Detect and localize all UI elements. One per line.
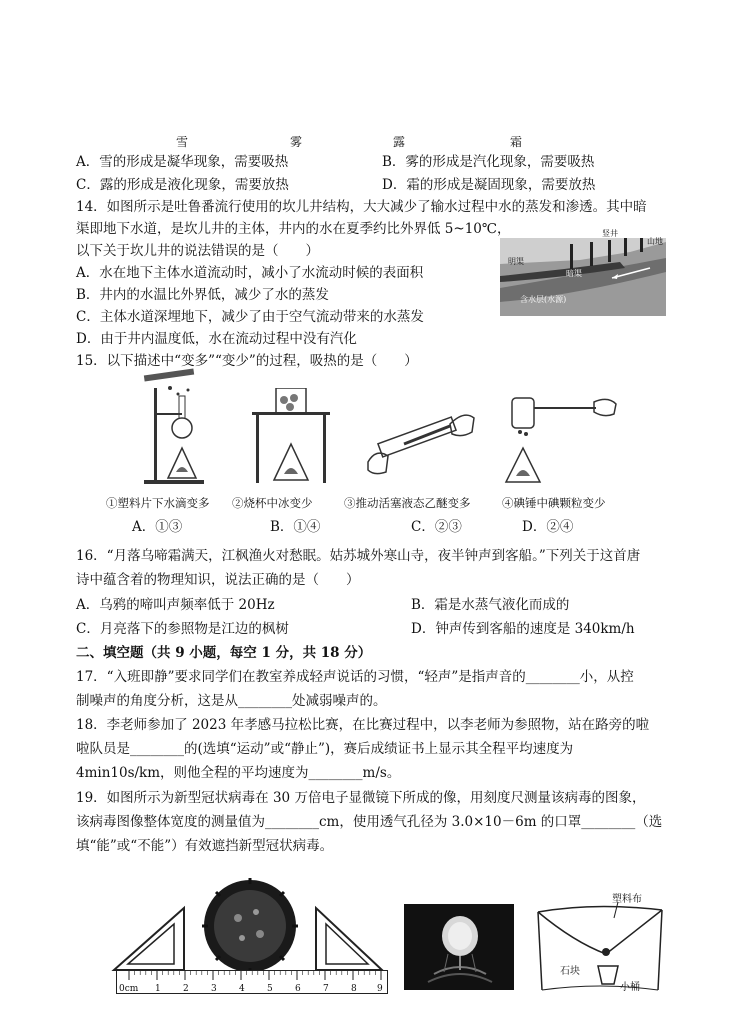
- q15-option-b: B．①④: [270, 519, 321, 535]
- q15-caption-2: ②烧杯中冰变少: [232, 496, 313, 510]
- ruler-tick-2: 2: [183, 984, 189, 994]
- q14-option-d: D．由于井内温度低，水在流动过程中没有汽化: [76, 331, 357, 347]
- label-plastic-cloth: 塑料布: [612, 894, 642, 905]
- ruler-tick-7: 7: [323, 984, 329, 994]
- q14-option-a: A．水在地下主体水道流动时，减小了水流动时候的表面积: [76, 265, 424, 281]
- karez-label-shaft: 竖井: [602, 229, 618, 238]
- q17-line-2: 制噪声的角度分析，这是从________处减弱噪声的。: [76, 693, 387, 709]
- karez-figure: [500, 229, 666, 316]
- q17-line-1: 17．“入班即静”要求同学们在教室养成轻声说话的习惯，“轻声”是指声音的________小，从控: [76, 669, 634, 685]
- q15-figure-1: [124, 368, 228, 486]
- q15-option-a: A．①③: [132, 519, 183, 535]
- q13-option-d: D．霜的形成是凝固现象，需要放热: [382, 177, 596, 193]
- q15-figure-3: [364, 404, 476, 478]
- solar-still-figure: [534, 892, 666, 992]
- ruler-tick-3: 3: [211, 984, 217, 994]
- photo-figure: [404, 904, 514, 990]
- karez-label-field: 明渠: [508, 257, 524, 266]
- ruler-tick-9: 9: [377, 984, 383, 994]
- q18-line-1: 18．李老师参加了 2023 年孝感马拉松比赛，在比赛过程中，以李老师为参照物，站在路旁的啦: [76, 717, 650, 733]
- q16-stem-2: 诗中蕴含着的物理知识，说法正确的是（ ）: [76, 572, 360, 588]
- ruler-tick-4: 4: [239, 984, 245, 994]
- q13-option-c: C．露的形成是液化现象，需要放热: [76, 177, 289, 193]
- q14-stem-1: 14．如图所示是吐鲁番流行使用的坎儿井结构，大大减少了输水过程中水的蒸发和渗透。其中暗: [76, 199, 647, 215]
- ruler-tick-0: 0cm: [119, 984, 139, 994]
- q14-stem-2: 渠即地下水道，是坎儿井的主体，井内的水在夏季约比外界低 5~10℃，: [76, 221, 511, 237]
- q16-option-d: D．钟声传到客船的速度是 340km/h: [411, 621, 635, 637]
- ruler: [116, 970, 388, 994]
- q15-option-c: C．②③: [411, 519, 462, 535]
- ruler-tick-5: 5: [267, 984, 273, 994]
- q19-line-3: 填“能”或“不能”）有效遮挡新型冠状病毒。: [76, 838, 334, 854]
- q15-option-d: D．②④: [522, 519, 574, 535]
- q13-option-b: B．雾的形成是汽化现象，需要吸热: [382, 154, 595, 170]
- q18-line-2: 啦队员是________的(选填“运动”或“静止”)，赛后成绩证书上显示其全程平均速度为: [76, 741, 574, 757]
- q15-stem: 15．以下描述中“变多”“变少”的过程，吸热的是（ ）: [76, 353, 418, 369]
- q15-figure-2: [248, 388, 334, 486]
- q18-line-3: 4min10s/km，则他全程的平均速度为________m/s。: [76, 765, 401, 781]
- q16-option-a: A．乌鸦的啼叫声频率低于 20Hz: [76, 597, 275, 613]
- ruler-tick-8: 8: [351, 984, 357, 994]
- karez-label-channel: 暗渠: [566, 269, 582, 278]
- q15-caption-4: ④碘锤中碘颗粒变少: [502, 496, 606, 510]
- virus-ruler-figure: [110, 878, 390, 996]
- q14-stem-3: 以下关于坎儿井的说法错误的是（ ）: [76, 243, 319, 259]
- ruler-tick-1: 1: [155, 984, 161, 994]
- ruler-tick-6: 6: [295, 984, 301, 994]
- q19-line-1: 19．如图所示为新型冠状病毒在 30 万倍电子显微镜下所成的像，用刻度尺测量该病毒的图象，: [76, 790, 646, 806]
- karez-label-aquifer: 含水层(水源): [520, 295, 567, 304]
- q15-caption-1: ①塑料片下水滴变多: [106, 496, 210, 510]
- label-stone: 石块: [560, 966, 580, 977]
- q16-option-c: C．月亮落下的参照物是江边的枫树: [76, 621, 289, 637]
- label-snow: 雪: [176, 135, 189, 149]
- q16-option-b: B．霜是水蒸气液化而成的: [411, 597, 570, 613]
- q16-stem-1: 16．“月落乌啼霜满天，江枫渔火对愁眠。姑苏城外寒山寺，夜半钟声到客船。”下列关于这首唐: [76, 548, 641, 564]
- label-frost: 霜: [510, 135, 523, 149]
- q15-caption-3: ③推动活塞液态乙醚变多: [344, 496, 471, 510]
- label-fog: 雾: [290, 135, 303, 149]
- q14-option-c: C．主体水道深埋地下，减少了由于空气流动带来的水蒸发: [76, 309, 424, 325]
- q13-option-a: A．雪的形成是凝华现象，需要吸热: [76, 154, 289, 170]
- label-dew: 露: [393, 135, 406, 149]
- q19-line-2: 该病毒图像整体宽度的测量值为________cm，使用透气孔径为 3.0×10－6m 的口罩________（选: [76, 814, 663, 830]
- q14-option-b: B．井内的水温比外界低，减少了水的蒸发: [76, 287, 329, 303]
- q15-figure-4: [496, 392, 618, 486]
- label-bucket: 小桶: [620, 982, 640, 993]
- section-heading: 二、填空题（共 9 小题，每空 1 分，共 18 分）: [76, 645, 372, 661]
- karez-label-mountain: 山地: [647, 237, 663, 246]
